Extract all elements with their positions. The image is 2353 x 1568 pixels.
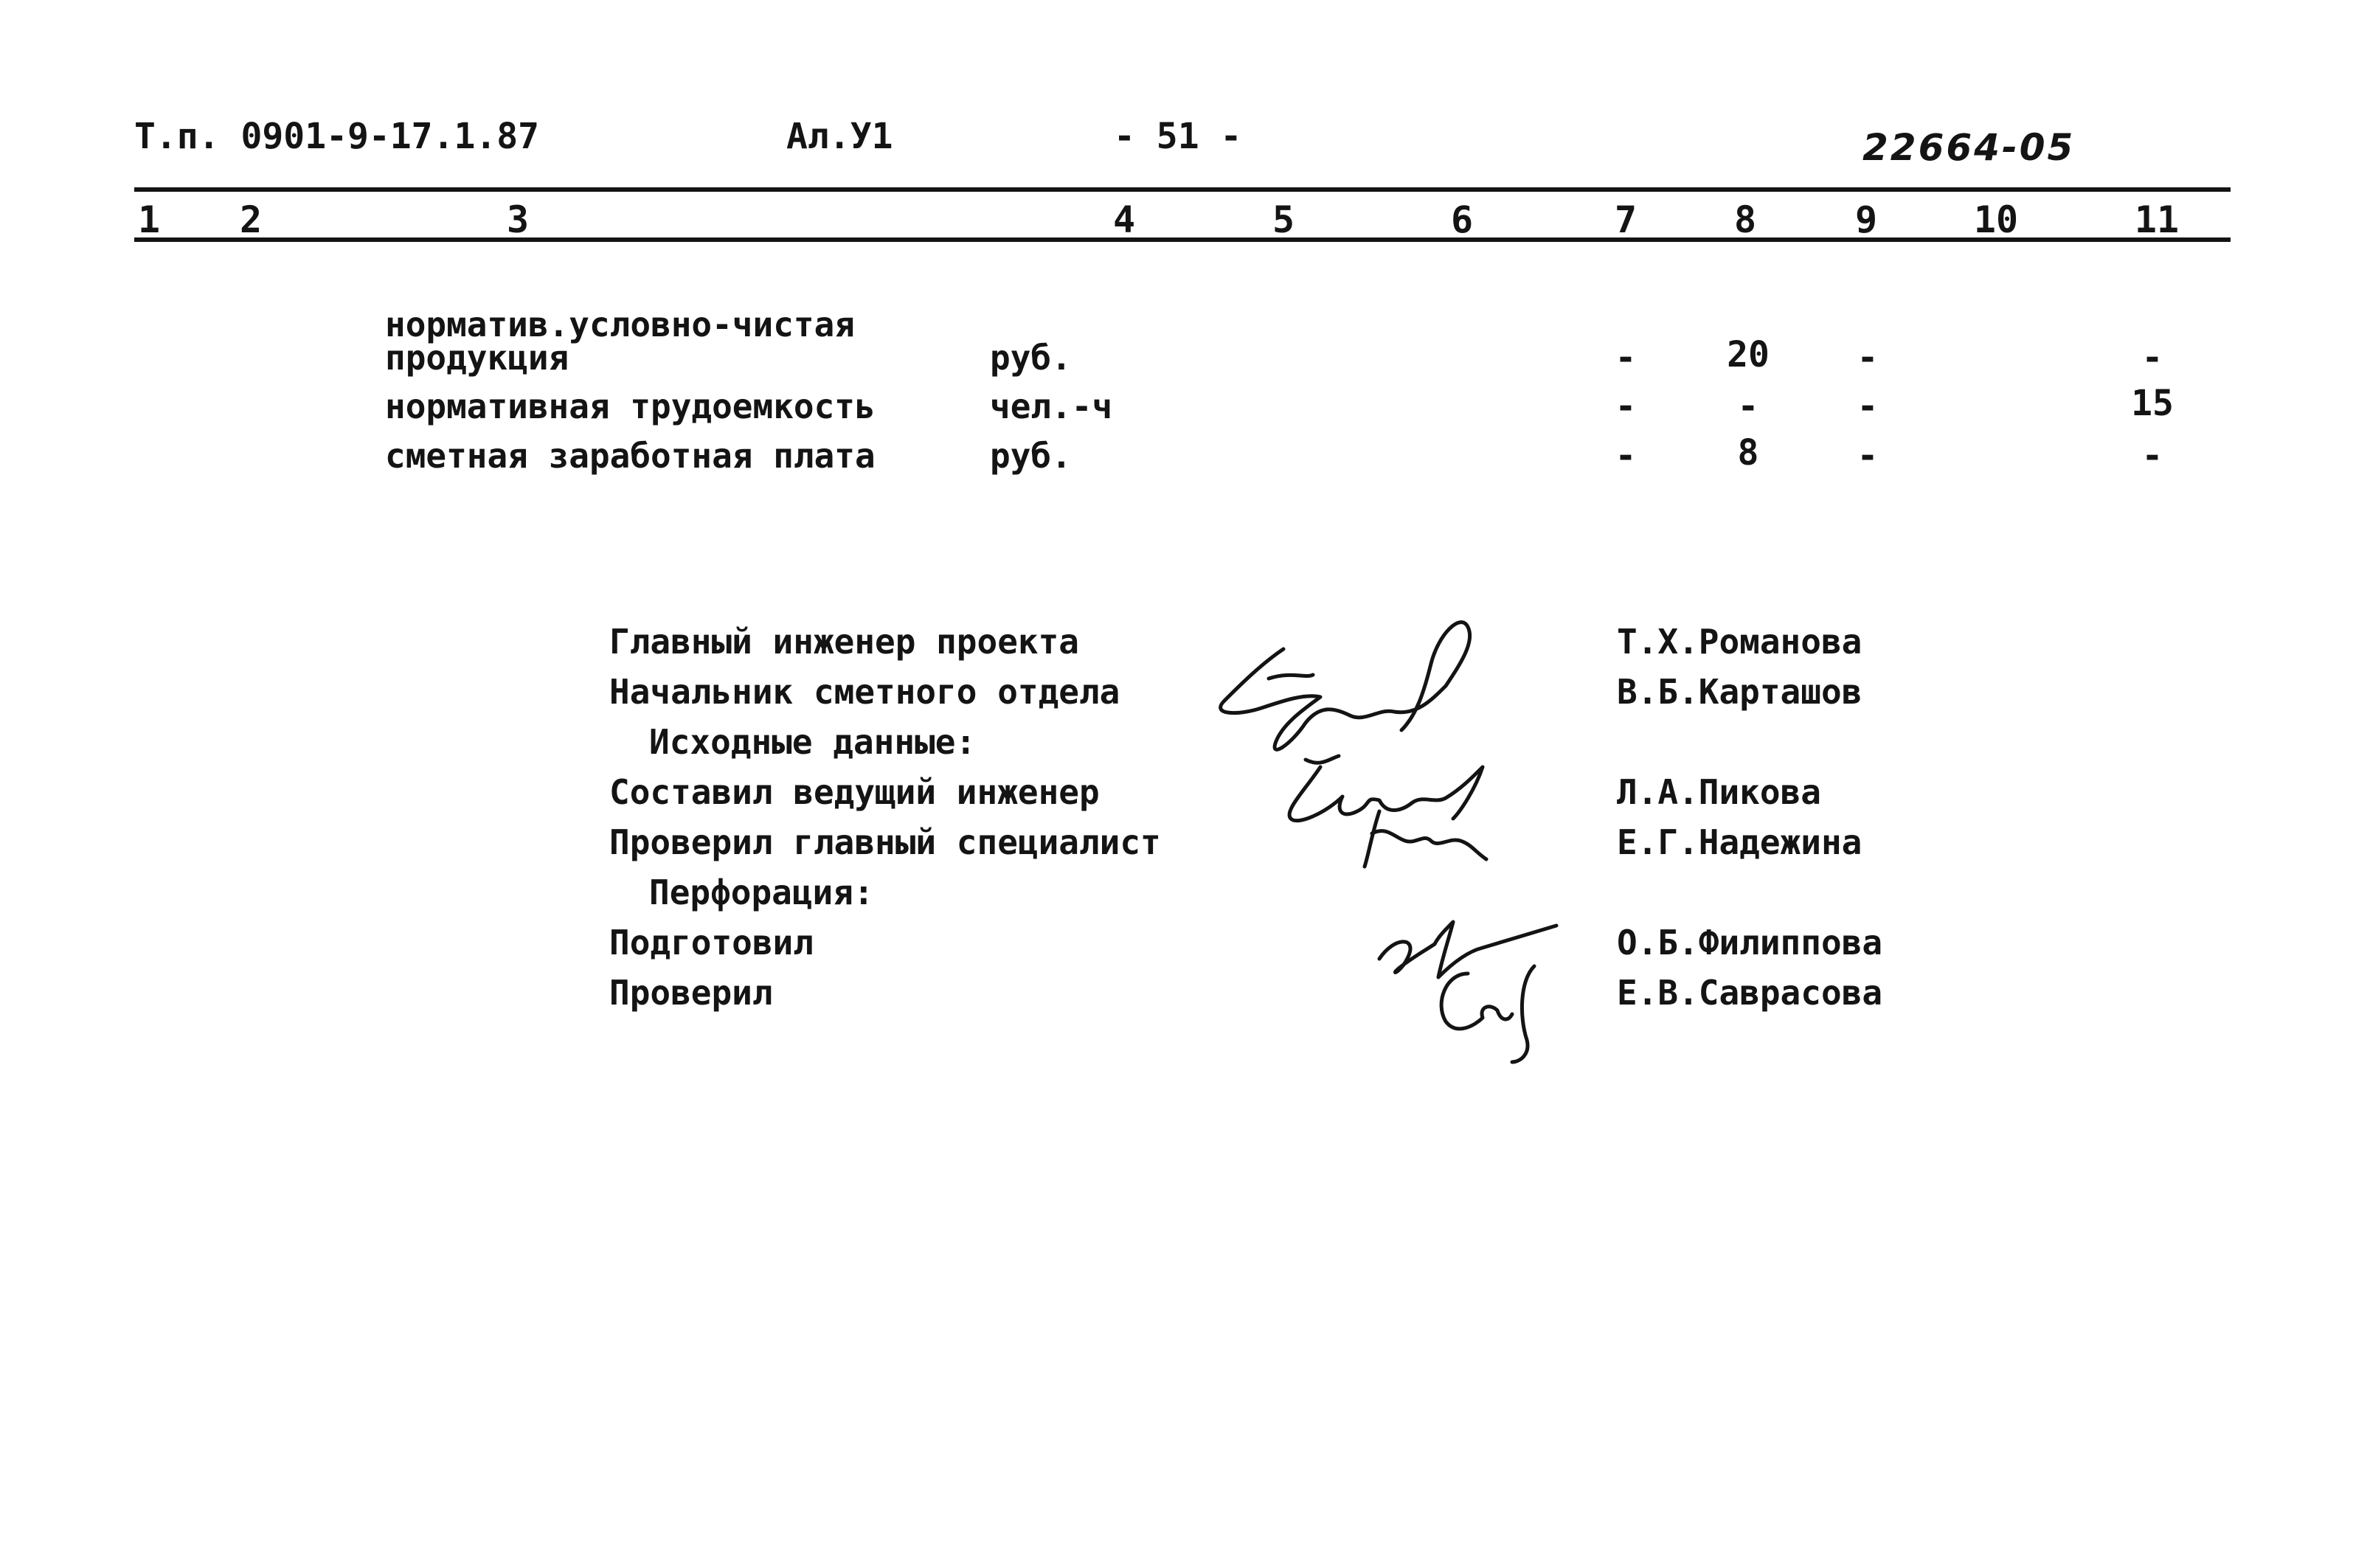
page-number: - 51 - (1114, 116, 1242, 157)
row-2-col-7: - (1615, 386, 1637, 427)
section-source-data: Исходные данные: (649, 722, 977, 762)
signature-name-romanova: Т.Х.Романова (1617, 622, 1862, 662)
row-2-col-11: 15 (2131, 383, 2174, 424)
column-number-6: 6 (1450, 198, 1474, 241)
signature-name-kartashov: В.Б.Карташов (1617, 672, 1862, 712)
column-number-4: 4 (1112, 198, 1136, 241)
row-1-unit: руб. (990, 338, 1072, 378)
signature-role-head-of-estimates: Начальник сметного отдела (609, 672, 1120, 712)
row-3-col-7: - (1615, 435, 1637, 476)
section-perforation: Перфорация: (649, 873, 874, 912)
column-number-2: 2 (239, 198, 263, 241)
signature-role-chief-engineer: Главный инженер проекта (609, 622, 1079, 662)
signature-name-nadezhina: Е.Г.Надежина (1617, 822, 1862, 862)
column-number-7: 7 (1614, 198, 1638, 241)
column-number-1: 1 (137, 198, 161, 241)
column-number-10: 10 (1973, 198, 2019, 241)
signature-role-checked-by-specialist: Проверил главный специалист (609, 822, 1161, 862)
column-number-8: 8 (1733, 198, 1757, 241)
document-number: 22664-05 (1862, 126, 2076, 169)
row-2-col-8: - (1737, 386, 1759, 427)
row-1-col-11: - (2141, 337, 2163, 378)
column-number-3: 3 (506, 198, 530, 241)
signature-role-prepared-by: Подготовил (609, 923, 814, 962)
row-1-name-line-2: продукция (385, 338, 569, 378)
row-1-col-8: 20 (1727, 334, 1770, 375)
signature-role-checked-by: Проверил (609, 973, 773, 1013)
handwritten-signature-5 (1416, 951, 1586, 1069)
album-label: Ал.У1 (786, 116, 893, 157)
row-2-unit: чел.-ч (990, 386, 1113, 426)
signature-name-pikova: Л.А.Пикова (1617, 772, 1821, 812)
signature-name-savrasova: Е.В.Саврасова (1617, 973, 1883, 1013)
row-1-col-9: - (1857, 337, 1879, 378)
row-3-col-8: 8 (1737, 432, 1759, 473)
row-2-name: нормативная трудоемкость (385, 386, 876, 426)
signature-name-filippova: О.Б.Филиппова (1617, 923, 1883, 962)
row-3-col-11: - (2141, 435, 2163, 476)
column-number-9: 9 (1854, 198, 1878, 241)
row-3-col-9: - (1857, 435, 1879, 476)
signature-role-compiled-by: Составил ведущий инженер (609, 772, 1100, 812)
column-number-5: 5 (1272, 198, 1295, 241)
row-3-unit: руб. (990, 436, 1072, 476)
row-1-name-line-1: норматив.условно-чистая (385, 305, 855, 344)
column-number-11: 11 (2134, 198, 2180, 241)
row-2-col-9: - (1857, 386, 1879, 427)
handwritten-signature-3 (1350, 797, 1497, 878)
doc-reference: Т.п. 0901-9-17.1.87 (134, 116, 540, 157)
table-header-bottom-rule (134, 237, 2231, 242)
table-top-rule (134, 187, 2231, 192)
row-3-name: сметная заработная плата (385, 436, 876, 476)
row-1-col-7: - (1615, 337, 1637, 378)
